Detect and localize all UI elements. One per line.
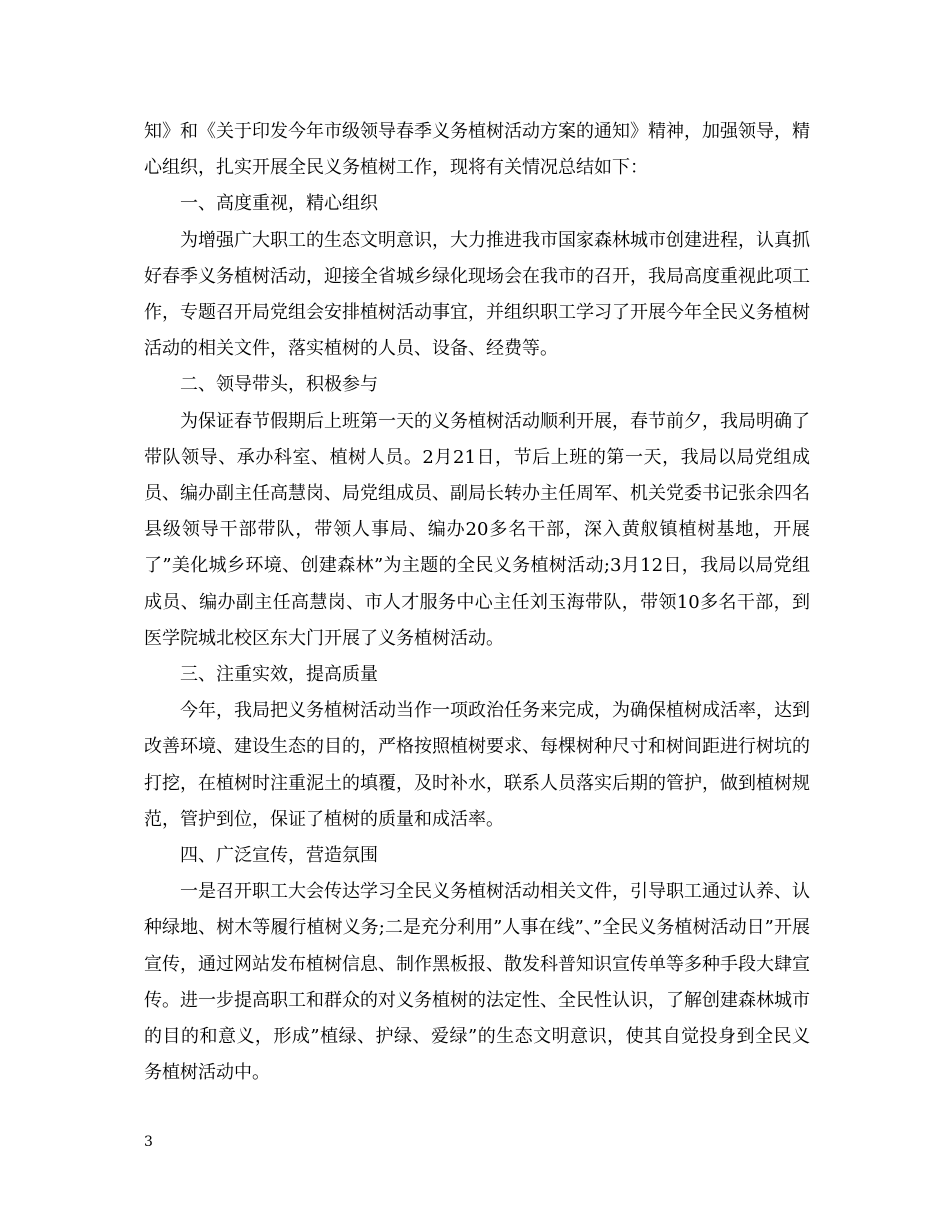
section-heading-1: 一、高度重视，精心组织: [180, 193, 378, 215]
section-body-4: 一是召开职工大会传达学习全民义务植树活动相关文件，引导职工通过认养、认种绿地、树木等履行植树义务;二是充分利用”人事在线”、”全民义务植树活动日”开展宣传，通过网站发布植树信息、制作黑板报、散发科普知识宣传单等多种手段大肆宣传。进一步提高职工和群众的对义务植树的法定性、全民性认识，了解创建森林城市的目的和意义，形成”植绿、护绿、爱绿”的生态文明意识，使其自觉投身到全民义务植树活动中。: [144, 881, 810, 1084]
section-heading-4: 四、广泛宣传，营造氛围: [180, 845, 378, 867]
section-body-2: 为保证春节假期后上班第一天的义务植树活动顺利开展，春节前夕，我局明确了带队领导、承办科室、植树人员。2月21日，节后上班的第一天，我局以局党组成员、编办副主任高慧岗、局党组成员、副局长转办主任周军、机关党委书记张余四名县级领导干部带队，带领人事局、编办20多名干部，深入黄舣镇植树基地，开展了”美化城乡环境、创建森林”为主题的全民义务植树活动;3月12日，我局以局党组成员、编办副主任高慧岗、市人才服务中心主任刘玉海带队，带领10多名干部，到医学院城北校区东大门开展了义务植树活动。: [144, 410, 810, 649]
section-body-3: 今年，我局把义务植树活动当作一项政治任务来完成，为确保植树成活率，达到改善环境、建设生态的目的，严格按照植树要求、每棵树种尺寸和树间距进行树坑的打挖，在植树时注重泥土的填覆，及时补水，联系人员落实后期的管护，做到植树规范，管护到位，保证了植树的质量和成活率。: [144, 700, 810, 830]
paragraph-continuation: 知》和《关于印发今年市级领导春季义务植树活动方案的通知》精神，加强领导，精心组织，扎实开展全民义务植树工作，现将有关情况总结如下：: [144, 121, 810, 179]
section-heading-3: 三、注重实效，提高质量: [180, 664, 378, 686]
section-body-1: 为增强广大职工的生态文明意识，大力推进我市国家森林城市创建进程，认真抓好春季义务植树活动，迎接全省城乡绿化现场会在我市的召开，我局高度重视此项工作，专题召开局党组会安排植树活动事宜，并组织职工学习了开展今年全民义务植树活动的相关文件，落实植树的人员、设备、经费等。: [144, 229, 810, 360]
document-body: [144, 114, 810, 1091]
page-number: 3: [144, 1134, 153, 1150]
section-heading-2: 二、领导带头，积极参与: [180, 374, 378, 396]
